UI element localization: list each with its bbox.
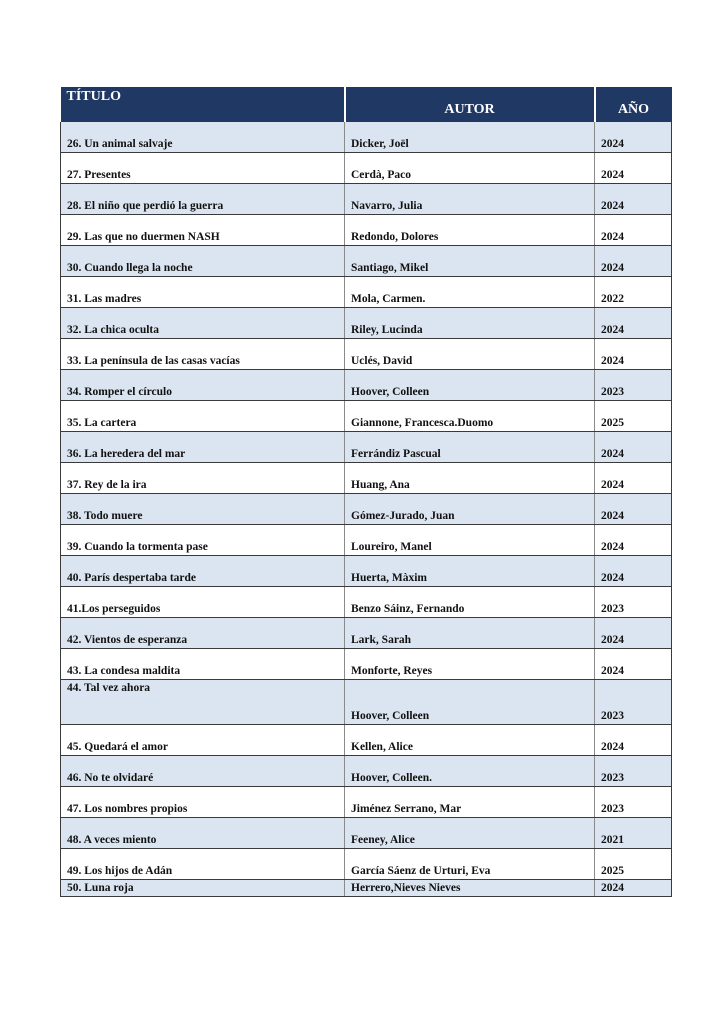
table-row — [61, 122, 672, 153]
title-cell: 37. Rey de la ira — [61, 463, 345, 494]
year-cell: 2024 — [595, 494, 672, 525]
table-row — [61, 756, 672, 787]
year-cell: 2023 — [595, 787, 672, 818]
table-row — [61, 525, 672, 556]
table-row — [61, 787, 672, 818]
year-cell: 2025 — [595, 401, 672, 432]
author-cell: Hoover, Colleen — [345, 680, 595, 725]
author-cell: Cerdà, Paco — [345, 153, 595, 184]
year-cell: 2022 — [595, 277, 672, 308]
author-cell: Ferrándiz Pascual — [345, 432, 595, 463]
header-title: TÍTULO — [61, 87, 345, 122]
year-cell: 2023 — [595, 370, 672, 401]
year-cell: 2024 — [595, 618, 672, 649]
author-cell: Monforte, Reyes — [345, 649, 595, 680]
table-row — [61, 880, 672, 897]
author-cell: Mola, Carmen. — [345, 277, 595, 308]
table-row — [61, 432, 672, 463]
table-row — [61, 587, 672, 618]
year-cell: 2025 — [595, 849, 672, 880]
title-cell: 39. Cuando la tormenta pase — [61, 525, 345, 556]
author-cell: Huerta, Màxim — [345, 556, 595, 587]
year-cell: 2024 — [595, 184, 672, 215]
author-cell: Feeney, Alice — [345, 818, 595, 849]
author-cell: Loureiro, Manel — [345, 525, 595, 556]
title-cell: 45. Quedará el amor — [61, 725, 345, 756]
author-cell: Gómez-Jurado, Juan — [345, 494, 595, 525]
title-cell: 49. Los hijos de Adán — [61, 849, 345, 880]
table-row — [61, 849, 672, 880]
table-header-row — [61, 87, 672, 122]
table-row — [61, 277, 672, 308]
author-cell: Riley, Lucinda — [345, 308, 595, 339]
year-cell: 2023 — [595, 756, 672, 787]
table-row — [61, 339, 672, 370]
year-cell: 2024 — [595, 246, 672, 277]
author-cell: Redondo, Dolores — [345, 215, 595, 246]
title-cell: 48. A veces miento — [61, 818, 345, 849]
author-cell: Navarro, Julia — [345, 184, 595, 215]
title-cell: 50. Luna roja — [61, 880, 345, 897]
table-row — [61, 649, 672, 680]
year-cell: 2024 — [595, 556, 672, 587]
title-cell: 30. Cuando llega la noche — [61, 246, 345, 277]
year-cell: 2024 — [595, 122, 672, 153]
title-cell: 27. Presentes — [61, 153, 345, 184]
title-cell: 29. Las que no duermen NASH — [61, 215, 345, 246]
title-cell: 40. París despertaba tarde — [61, 556, 345, 587]
title-cell: 47. Los nombres propios — [61, 787, 345, 818]
author-cell: Santiago, Mikel — [345, 246, 595, 277]
title-cell: 33. La península de las casas vacías — [61, 339, 345, 370]
title-cell: 38. Todo muere — [61, 494, 345, 525]
year-cell: 2024 — [595, 308, 672, 339]
author-cell: García Sáenz de Urturi, Eva — [345, 849, 595, 880]
title-cell: 26. Un animal salvaje — [61, 122, 345, 153]
author-cell: Hoover, Colleen — [345, 370, 595, 401]
table-row — [61, 246, 672, 277]
year-cell: 2023 — [595, 680, 672, 725]
author-cell: Uclés, David — [345, 339, 595, 370]
header-author: AUTOR — [345, 87, 595, 122]
year-cell: 2021 — [595, 818, 672, 849]
table-row — [61, 618, 672, 649]
title-cell: 46. No te olvidaré — [61, 756, 345, 787]
title-cell: 28. El niño que perdió la guerra — [61, 184, 345, 215]
author-cell: Lark, Sarah — [345, 618, 595, 649]
year-cell: 2023 — [595, 587, 672, 618]
year-cell: 2024 — [595, 880, 672, 897]
year-cell: 2024 — [595, 432, 672, 463]
table-row — [61, 463, 672, 494]
title-cell: 41.Los perseguidos — [61, 587, 345, 618]
author-cell: Benzo Sáinz, Fernando — [345, 587, 595, 618]
table-row — [61, 680, 672, 725]
table-row — [61, 556, 672, 587]
table-row — [61, 184, 672, 215]
author-cell: Dicker, Joël — [345, 122, 595, 153]
year-cell: 2024 — [595, 215, 672, 246]
title-cell: 36. La heredera del mar — [61, 432, 345, 463]
table-row — [61, 725, 672, 756]
year-cell: 2024 — [595, 463, 672, 494]
year-cell: 2024 — [595, 525, 672, 556]
table-row — [61, 401, 672, 432]
title-cell: 42. Vientos de esperanza — [61, 618, 345, 649]
table-row — [61, 215, 672, 246]
title-cell: 44. Tal vez ahora — [61, 680, 345, 725]
table-row — [61, 818, 672, 849]
book-table — [60, 87, 672, 897]
author-cell: Hoover, Colleen. — [345, 756, 595, 787]
author-cell: Huang, Ana — [345, 463, 595, 494]
author-cell: Jiménez Serrano, Mar — [345, 787, 595, 818]
year-cell: 2024 — [595, 339, 672, 370]
table-row — [61, 308, 672, 339]
table-row — [61, 153, 672, 184]
title-cell: 32. La chica oculta — [61, 308, 345, 339]
header-year: AÑO — [595, 87, 672, 122]
title-cell: 43. La condesa maldita — [61, 649, 345, 680]
year-cell: 2024 — [595, 649, 672, 680]
author-cell: Kellen, Alice — [345, 725, 595, 756]
year-cell: 2024 — [595, 153, 672, 184]
table-row — [61, 370, 672, 401]
author-cell: Herrero,Nieves Nieves — [345, 880, 595, 897]
table-row — [61, 494, 672, 525]
year-cell: 2024 — [595, 725, 672, 756]
author-cell: Giannone, Francesca.Duomo — [345, 401, 595, 432]
title-cell: 34. Romper el círculo — [61, 370, 345, 401]
title-cell: 35. La cartera — [61, 401, 345, 432]
title-cell: 31. Las madres — [61, 277, 345, 308]
